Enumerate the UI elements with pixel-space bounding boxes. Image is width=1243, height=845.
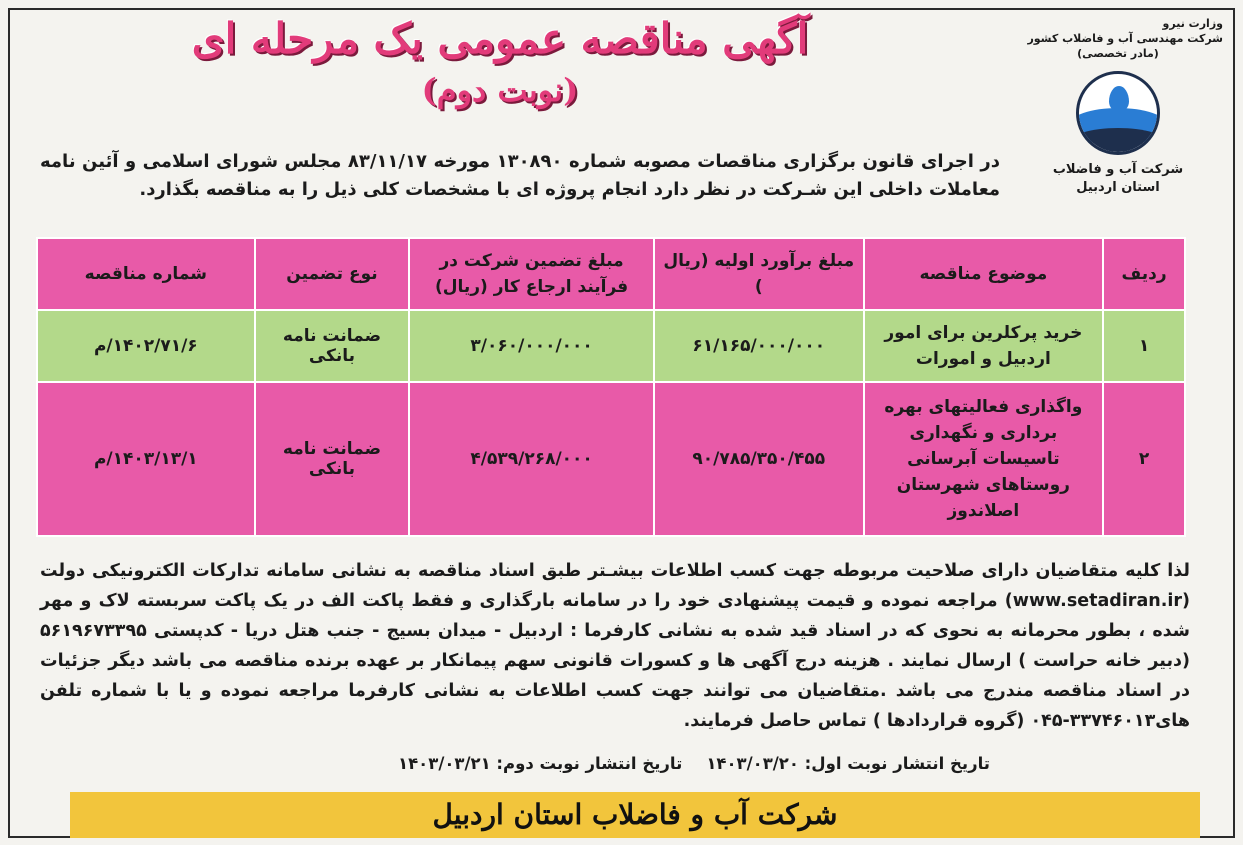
row-guarantee: ۳/۰۶۰/۰۰۰/۰۰۰ (409, 310, 654, 382)
row-index: ۱ (1103, 310, 1185, 382)
details-paragraph: لذا کلیه متقاضیان دارای صلاحیت مربوطه جهت کسب اطلاعات بیشـتر طبق اسناد مناقصه به نشانی سامانه تدارکات الکترونیکی دولت (www.setadiran.ir) مراجعه نموده و قیمت پیشنهادی خود را در سامانه بارگذاری و فقط پاکت الف در یک پاکت سربسته لاک و مهر شده ، بطور محرمانه به نحوی که در اسناد قید شده به نشانی کارفرما : اردبیل - میدان بسیج - جنب هتل دریا - کدپستی ۵۶۱۹۶۷۳۳۹۵ (دبیر خانه حراست ) ارسال نمایند . هزینه درج آگهی ها و کسورات قانونی سهم پیمانکار بر عهده برنده مناقصه می باشد دیگر جزئیات در اسناد مناقصه مندرج می باشد .متقاضیان می توانند جهت کسب اطلاعات به نشانی کارفرما مراجعه نموده و یا با شماره تلفن های۳۳۷۴۶۰۱۳-۰۴۵ (گروه قراردادها ) تماس حاصل فرمایند. (40, 561, 1190, 731)
row-estimate: ۹۰/۷۸۵/۳۵۰/۴۵۵ (654, 382, 864, 536)
header-index: ردیف (1103, 238, 1185, 310)
header-tender-number: شماره مناقصه (37, 238, 255, 310)
company-name: شرکت آب و فاضلاب (1052, 162, 1184, 177)
footer-banner (70, 792, 1200, 838)
intro-paragraph: در اجرای قانون برگزاری مناقصات مصوبه شماره ۱۳۰۸۹۰ مورخه ۸۳/۱۱/۱۷ مجلس شورای اسلامی و آئین نامه معاملات داخلی این شـرکت در نظر دارد انجام پروژه ای با مشخصات کلی ذیل را به مناقصه بگذارد. (40, 151, 1000, 200)
header-subject: موضوع مناقصه (864, 238, 1103, 310)
row-subject: خرید پرکلرین برای امور اردبیل و امورات (864, 310, 1103, 382)
table-row (37, 310, 1185, 382)
issuer-block (1013, 16, 1223, 197)
table-row (37, 382, 1185, 536)
ad-subtitle: (نوبت دوم) (421, 71, 579, 109)
header-guarantee-type: نوع تضمین (255, 238, 410, 310)
ministry-line-2: شرکت مهندسی آب و فاضلاب کشور (1027, 32, 1223, 45)
ad-title: آگهی مناقصه عمومی یک مرحله ای (191, 14, 809, 63)
row-estimate: ۶۱/۱۶۵/۰۰۰/۰۰۰ (654, 310, 864, 382)
row-tender-number: ۱۴۰۲/۷۱/۶/م (37, 310, 255, 382)
row-guarantee-type: ضمانت نامه بانکی (255, 382, 410, 536)
title-block (150, 10, 850, 112)
row-subject: واگذاری فعالیتهای بهره برداری و نگهداری تاسیسات آبرسانی روستاهای شهرستان اصلاندوز (864, 382, 1103, 536)
row-guarantee: ۴/۵۳۹/۲۶۸/۰۰۰ (409, 382, 654, 536)
second-publication-date: تاریخ انتشار نوبت دوم: ۱۴۰۳/۰۳/۲۱ (398, 754, 683, 773)
first-publication-date: تاریخ انتشار نوبت اول: ۱۴۰۳/۰۳/۲۰ (706, 754, 990, 773)
publication-dates (250, 752, 990, 776)
ministry-line-3: (مادر تخصصی) (1077, 47, 1159, 60)
footer-company-name: شرکت آب و فاضلاب استان اردبیل (432, 798, 838, 831)
water-company-logo-icon (1076, 71, 1160, 155)
header-guarantee: مبلغ تضمین شرکت در فرآیند ارجاع کار (ریال) (409, 238, 654, 310)
table-header-row (37, 238, 1185, 310)
tender-table (36, 237, 1186, 537)
ministry-line-1: وزارت نیرو (1162, 17, 1223, 30)
row-tender-number: ۱۴۰۳/۱۳/۱/م (37, 382, 255, 536)
row-index: ۲ (1103, 382, 1185, 536)
header-estimate: مبلغ برآورد اولیه (ریال ) (654, 238, 864, 310)
row-guarantee-type: ضمانت نامه بانکی (255, 310, 410, 382)
province-name: استان اردبیل (1076, 180, 1160, 195)
